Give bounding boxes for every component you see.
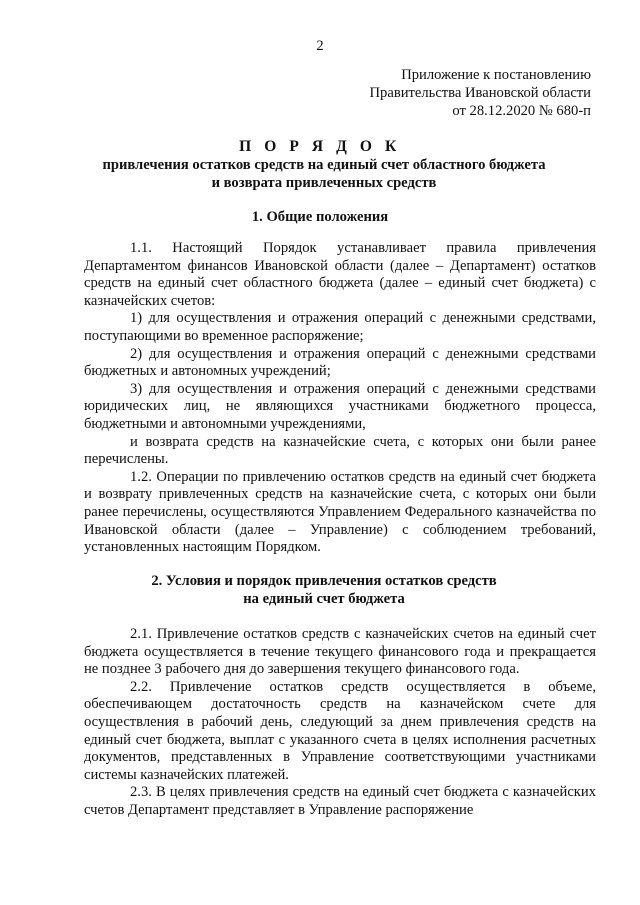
paragraph: 1) для осуществления и отражения операций с денежными средствами, поступающими во временное распоряжение; bbox=[84, 310, 596, 344]
paragraph: 2.1. Привлечение остатков средств с казначейских счетов на единый счет бюджета осуществляется в течение текущего финансового года и прекращается не позднее 3 рабочего дня до завершения текущего финансового года. bbox=[84, 626, 596, 678]
document-title: П О Р Я Д О К bbox=[239, 138, 401, 155]
paragraph: 2.3. В целях привлечения средств на единый счет бюджета с казначейских счетов Департамент представляет в Управление распоряжение bbox=[84, 784, 596, 818]
section-1-body bbox=[84, 240, 596, 557]
paragraph: и возврата средств на казначейские счета, с которых они были ранее перечислены. bbox=[84, 433, 596, 468]
section-2-body bbox=[84, 626, 596, 820]
paragraph: 1.2. Операции по привлечению остатков средств на единый счет бюджета и возврату привлеченных средств на казначейские счета, с которых они были ранее перечислены, осуществляются Управлением Федерального казначейства по Ивановской области (далее – Управление) с соблюдением требований, установленных настоящим Порядком. bbox=[84, 468, 596, 556]
section-2-heading bbox=[60, 572, 588, 608]
appendix-line: Правительства Ивановской области bbox=[369, 85, 591, 101]
heading-line: 2. Условия и порядок привлечения остатков средств bbox=[151, 573, 497, 589]
section-1-heading: 1. Общие положения bbox=[251, 209, 389, 225]
subtitle-line: и возврата привлеченных средств bbox=[211, 175, 437, 191]
paragraph: 3) для осуществления и отражения операций с денежными средствами юридических лиц, не являющихся участниками бюджетного процесса, бюджетными и автономными учреждениями, bbox=[84, 380, 596, 432]
appendix-line: от 28.12.2020 № 680-п bbox=[452, 103, 591, 119]
paragraph: 2.2. Привлечение остатков средств осуществляется в объеме, обеспечивающем достаточность средств на казначейском счете для осуществления в рабочий день, следующий за днем привлечения средств на единый счет бюджета, выплат с указанного счета в целях исполнения расчетных документов, представленных в Управление соответствующими участниками системы казначейских платежей. bbox=[84, 678, 596, 783]
page-number: 2 bbox=[316, 38, 324, 54]
document-subtitle bbox=[60, 156, 588, 192]
subtitle-line: привлечения остатков средств на единый счет областного бюджета bbox=[102, 157, 546, 173]
paragraph: 2) для осуществления и отражения операций с денежными средствами бюджетных и автономных учреждений; bbox=[84, 345, 596, 380]
heading-line: на единый счет бюджета bbox=[243, 591, 405, 607]
appendix-line: Приложение к постановлению bbox=[401, 67, 591, 83]
appendix-note bbox=[370, 66, 591, 120]
paragraph: 1.1. Настоящий Порядок устанавливает правила привлечения Департаментом финансов Ивановской области (далее – Департамент) остатков средств на единый счет областного бюджета (далее – единый счет бюджета) с казначейских счетов: bbox=[84, 240, 596, 309]
